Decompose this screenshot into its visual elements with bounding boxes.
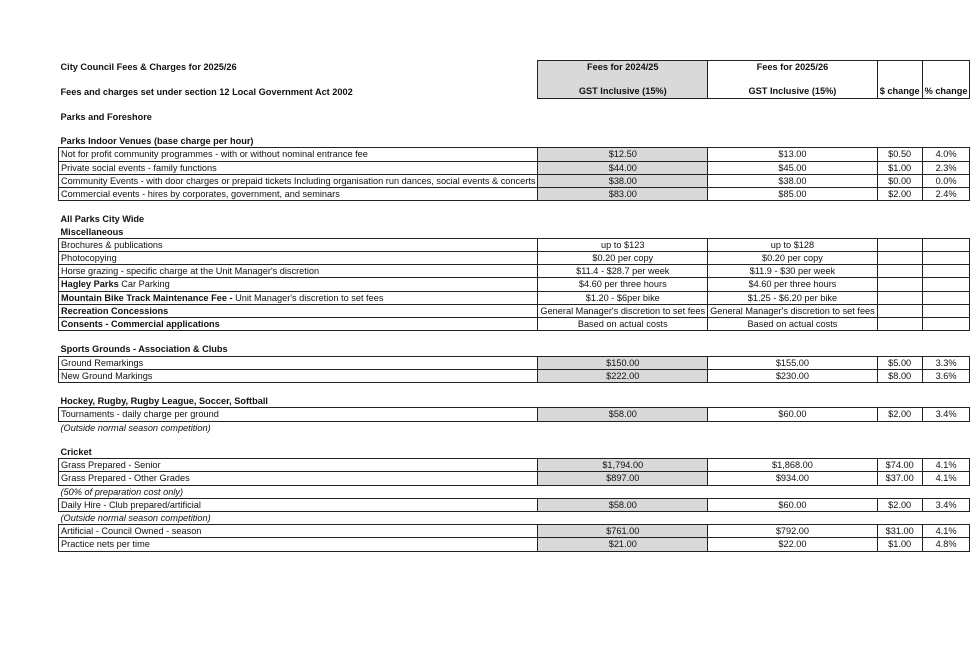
row-dollar-change: $1.00: [877, 538, 922, 551]
row-prev-fee: $83.00: [538, 187, 708, 200]
row-pct-change: 4.1%: [922, 459, 970, 472]
row-prev-fee: $38.00: [538, 174, 708, 187]
row-curr-fee: $155.00: [708, 356, 878, 369]
table-row: [59, 304, 970, 317]
row-prev-fee: $44.00: [538, 161, 708, 174]
row-item: Private social events - family functions: [59, 161, 538, 174]
row-dollar-change: $0.50: [877, 148, 922, 161]
col-header-prev-year: Fees for 2024/25: [538, 61, 708, 74]
group-heading-row: [59, 135, 970, 148]
col-header-dollar-change: $ change: [877, 85, 922, 98]
row-item-text: Car Parking: [118, 279, 170, 290]
row-curr-fee: $934.00: [708, 472, 878, 485]
group-heading-row: [59, 213, 970, 225]
table-row: [59, 161, 970, 174]
row-dollar-change: $31.00: [877, 525, 922, 538]
row-prev-fee: $761.00: [538, 525, 708, 538]
row-pct-change: 3.4%: [922, 408, 970, 421]
table-row: [59, 525, 970, 538]
row-prev-fee: $21.00: [538, 538, 708, 551]
row-item: Photocopying: [59, 251, 538, 264]
row-prev-fee: $897.00: [538, 472, 708, 485]
row-curr-fee: $1,868.00: [708, 459, 878, 472]
row-prev-fee: $1.20 - $6per bike: [538, 291, 708, 304]
table-row: [59, 408, 970, 421]
header-row-2: [59, 85, 970, 98]
table-row: [59, 369, 970, 382]
col-header-gst-curr: GST Inclusive (15%): [708, 85, 878, 98]
row-item: Consents - Commercial applications: [59, 318, 538, 331]
row-curr-fee: $45.00: [708, 161, 878, 174]
row-item-bold: Mountain Bike Track Maintenance Fee -: [61, 292, 233, 303]
row-item: Community Events - with door charges or prepaid tickets Including organisation run dances, social events & concerts: [59, 174, 538, 187]
group-subheading: Miscellaneous: [60, 226, 124, 237]
row-dollar-change: [877, 238, 922, 251]
table-row: [59, 251, 970, 264]
section-heading: Parks and Foreshore: [60, 111, 152, 122]
table-row: [59, 472, 970, 485]
row-curr-fee: $4.60 per three hours: [708, 278, 878, 291]
row-prev-fee: General Manager's discretion to set fees: [538, 304, 708, 317]
row-pct-change: 3.3%: [922, 356, 970, 369]
row-pct-change: [922, 304, 970, 317]
row-item: Not for profit community programmes - with or without nominal entrance fee: [59, 148, 538, 161]
row-curr-fee: $85.00: [708, 187, 878, 200]
table-row: [59, 148, 970, 161]
row-item: [59, 291, 538, 304]
row-pct-change: 0.0%: [922, 174, 970, 187]
row-item-text: Unit Manager's discretion to set fees: [232, 292, 384, 303]
row-curr-fee: $0.20 per copy: [708, 251, 878, 264]
row-pct-change: [922, 278, 970, 291]
row-dollar-change: $37.00: [877, 472, 922, 485]
row-pct-change: [922, 291, 970, 304]
row-prev-fee: $1,794.00: [538, 459, 708, 472]
row-pct-change: [922, 251, 970, 264]
fees-table: [58, 60, 970, 552]
row-item: Grass Prepared - Senior: [59, 459, 538, 472]
note-row: [59, 512, 970, 525]
row-curr-fee: General Manager's discretion to set fees: [708, 304, 878, 317]
page-title: City Council Fees & Charges for 2025/26: [60, 61, 237, 72]
col-header-gst-prev: GST Inclusive (15%): [538, 85, 708, 98]
table-row: [59, 174, 970, 187]
row-item: Commercial events - hires by corporates, government, and seminars: [59, 187, 538, 200]
row-dollar-change: $8.00: [877, 369, 922, 382]
row-dollar-change: $0.00: [877, 174, 922, 187]
section-heading-row: [59, 111, 970, 123]
table-row: [59, 278, 970, 291]
row-item: Recreation Concessions: [59, 304, 538, 317]
row-dollar-change: [877, 318, 922, 331]
row-prev-fee: $0.20 per copy: [538, 251, 708, 264]
row-pct-change: 2.3%: [922, 161, 970, 174]
row-curr-fee: $11.9 - $30 per week: [708, 265, 878, 278]
group-heading: Sports Grounds - Association & Clubs: [60, 344, 228, 355]
row-note: (50% of preparation cost only): [60, 486, 184, 497]
row-curr-fee: Based on actual costs: [708, 318, 878, 331]
row-note: (Outside normal season competition): [60, 422, 211, 433]
group-subheading-row: [59, 226, 970, 239]
row-item: Grass Prepared - Other Grades: [59, 472, 538, 485]
table-row: [59, 459, 970, 472]
row-dollar-change: [877, 304, 922, 317]
row-pct-change: [922, 318, 970, 331]
group-heading-row: [59, 446, 970, 459]
row-pct-change: 3.4%: [922, 498, 970, 511]
header-row-1: [59, 61, 970, 74]
col-header-curr-year: Fees for 2025/26: [708, 61, 878, 74]
row-prev-fee: $150.00: [538, 356, 708, 369]
note-row: [59, 421, 970, 434]
row-curr-fee: $230.00: [708, 369, 878, 382]
group-heading: All Parks City Wide: [60, 214, 145, 225]
row-item: Artificial - Council Owned - season: [59, 525, 538, 538]
group-heading-row: [59, 343, 970, 356]
row-prev-fee: $58.00: [538, 498, 708, 511]
row-curr-fee: $1.25 - $6.20 per bike: [708, 291, 878, 304]
row-prev-fee: $12.50: [538, 148, 708, 161]
table-row: [59, 498, 970, 511]
group-heading: Hockey, Rugby, Rugby League, Soccer, Softball: [60, 396, 268, 407]
row-prev-fee: $4.60 per three hours: [538, 278, 708, 291]
row-dollar-change: $2.00: [877, 408, 922, 421]
row-dollar-change: $5.00: [877, 356, 922, 369]
table-row: [59, 318, 970, 331]
row-note: (Outside normal season competition): [60, 513, 211, 523]
row-item: Practice nets per time: [59, 538, 538, 551]
row-item: Brochures & publications: [59, 238, 538, 251]
row-item: [59, 278, 538, 291]
row-curr-fee: $60.00: [708, 498, 878, 511]
row-dollar-change: [877, 291, 922, 304]
row-pct-change: 4.0%: [922, 148, 970, 161]
row-prev-fee: $58.00: [538, 408, 708, 421]
row-pct-change: [922, 265, 970, 278]
row-curr-fee: $38.00: [708, 174, 878, 187]
row-dollar-change: [877, 265, 922, 278]
row-item: New Ground Markings: [59, 369, 538, 382]
row-curr-fee: $60.00: [708, 408, 878, 421]
row-pct-change: 2.4%: [922, 187, 970, 200]
row-item-bold: Hagley Parks: [61, 279, 119, 290]
table-row: [59, 265, 970, 278]
row-pct-change: 3.6%: [922, 369, 970, 382]
row-prev-fee: up to $123: [538, 238, 708, 251]
row-dollar-change: $74.00: [877, 459, 922, 472]
row-curr-fee: up to $128: [708, 238, 878, 251]
table-row: [59, 538, 970, 551]
col-header-blank: [922, 61, 970, 74]
row-pct-change: [922, 238, 970, 251]
col-header-pct-change: % change: [922, 85, 970, 98]
group-heading: Parks Indoor Venues (base charge per hour): [60, 136, 254, 147]
row-curr-fee: $13.00: [708, 148, 878, 161]
row-pct-change: 4.1%: [922, 525, 970, 538]
group-heading: Cricket: [60, 446, 92, 457]
header-row-spacer: [59, 73, 970, 85]
row-dollar-change: [877, 278, 922, 291]
row-item: Ground Remarkings: [59, 356, 538, 369]
row-dollar-change: $1.00: [877, 161, 922, 174]
note-row: [59, 485, 970, 498]
table-row: [59, 291, 970, 304]
row-pct-change: 4.1%: [922, 472, 970, 485]
row-prev-fee: $11.4 - $28.7 per week: [538, 265, 708, 278]
row-item: Horse grazing - specific charge at the Unit Manager's discretion: [59, 265, 538, 278]
col-header-blank: [877, 61, 922, 74]
row-curr-fee: $792.00: [708, 525, 878, 538]
page-subtitle: Fees and charges set under section 12 Local Government Act 2002: [60, 86, 353, 97]
row-prev-fee: Based on actual costs: [538, 318, 708, 331]
row-dollar-change: $2.00: [877, 187, 922, 200]
row-item: Tournaments - daily charge per ground: [59, 408, 538, 421]
group-heading-row: [59, 395, 970, 408]
row-item: Daily Hire - Club prepared/artificial: [59, 498, 538, 511]
table-row: [59, 187, 970, 200]
row-curr-fee: $22.00: [708, 538, 878, 551]
table-row: [59, 356, 970, 369]
row-dollar-change: $2.00: [877, 498, 922, 511]
row-pct-change: 4.8%: [922, 538, 970, 551]
table-row: [59, 238, 970, 251]
row-dollar-change: [877, 251, 922, 264]
row-prev-fee: $222.00: [538, 369, 708, 382]
